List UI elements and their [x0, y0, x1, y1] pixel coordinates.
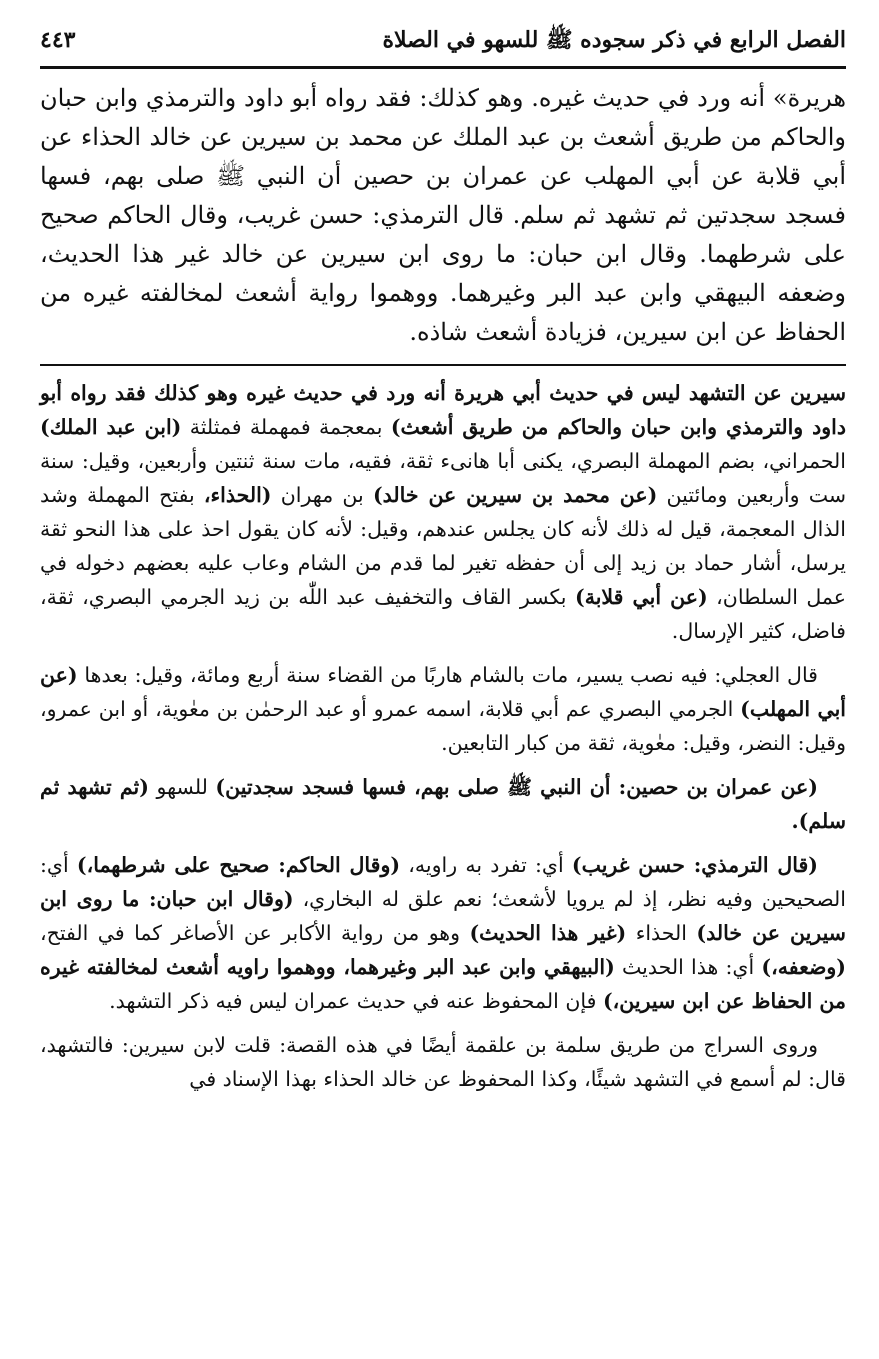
commentary-separator: [40, 364, 846, 366]
book-page: [40, 26, 846, 1106]
quoted-matn-segment: (وضعفه،): [761, 955, 846, 979]
commentary-paragraph: [40, 1028, 846, 1096]
quoted-matn-segment: (ابن عبد الملك): [40, 415, 182, 439]
chapter-title: الفصل الرابع في ذكر سجوده ﷺ للسهو في الصلاة: [382, 27, 846, 53]
page-number: ٤٤٣: [40, 27, 76, 53]
page-header: [40, 26, 846, 69]
quoted-matn-segment: (ثم تشهد ثم سلم).: [40, 775, 846, 833]
quoted-matn-segment: (عن محمد بن سيرين عن خالد): [372, 483, 658, 507]
quoted-matn-segment: (وقال ابن حبان: ما روى ابن سيرين عن خالد): [40, 887, 846, 945]
commentary-segment: الجرمي البصري عم أبي قلابة، اسمه عمرو أو عبد الرحمٰن بن معٰوية، أو ابن عمرو، وقيل: النضر، وقيل: معٰوية، ثقة من كبار التابعين.: [40, 697, 846, 755]
commentary: [40, 376, 846, 1096]
quoted-matn-segment: (عن أبي قلابة): [575, 585, 708, 609]
commentary-segment: أي: تفرد به راويه،: [400, 853, 572, 877]
commentary-segment: الحذاء: [626, 921, 697, 945]
commentary-segment: فإن المحفوظ عنه في حديث عمران ليس فيه ذكر التشهد.: [109, 989, 603, 1013]
commentary-paragraph: [40, 770, 846, 838]
quoted-matn-segment: (الحذاء،: [203, 483, 272, 507]
quoted-matn-segment: (غير هذا الحديث): [469, 921, 627, 945]
commentary-segment: للسهو: [148, 775, 216, 799]
commentary-paragraph: [40, 376, 846, 648]
commentary-segment: الحمراني، بضم المهملة البصري، يكنى أبا هانىء ثقة، فقيه، مات سنة ثنتين وأربعين، وقيل: سنة ست وأربعين ومائتين: [40, 449, 847, 507]
quoted-matn-segment: (وقال الحاكم: صحيح على شرطهما،): [76, 853, 401, 877]
commentary-segment: أي: الصحيحين وفيه نظر، إذ لم يرويا لأشعث؛ نعم علق له البخاري،: [40, 853, 846, 911]
commentary-segment: بن مهران: [271, 483, 373, 507]
commentary-segment: وروى السراج من طريق سلمة بن علقمة أيضًا في هذه القصة: قلت لابن سيرين: فالتشهد، قال: لم أسمع في التشهد شيئًا، وكذا المحفوظ عن خالد الحذاء بهذا الإسناد في: [40, 1033, 846, 1091]
commentary-segment: قال العجلي: فيه نصب يسير، مات بالشام هاربًا من القضاء سنة أربع ومائة، وقيل: بعدها: [77, 663, 818, 687]
commentary-segment: بفتح المهملة وشد الذال المعجمة، قيل له ذلك لأنه كان يجلس عندهم، وقيل: لأنه كان يقول احذ على هذا النحو ثقة يرسل، أشار حماد بن زيد إلى أن حفظه تغير لما قدم من الشام وعاب عليه بعضهم دخوله في عمل السلطان،: [40, 483, 846, 609]
quoted-matn-segment: (عن أبي المهلب): [40, 663, 846, 721]
quoted-matn-segment: (قال الترمذي: حسن غريب): [571, 853, 819, 877]
commentary-segment: وهو من رواية الأكابر عن الأصاغر كما في الفتح،: [40, 921, 470, 945]
commentary-paragraph: [40, 848, 846, 1018]
quoted-matn-segment: سيرين عن التشهد ليس في حديث أبي هريرة أنه ورد في حديث غيره وهو كذلك فقد رواه أبو داود والترمذي وابن حبان والحاكم من طريق أشعث): [40, 381, 846, 439]
commentary-segment: بكسر القاف والتخفيف عبد اللّٰه بن زيد الجرمي البصري، ثقة، فاضل، كثير الإرسال.: [40, 585, 846, 643]
main-text: هريرة» أنه ورد في حديث غيره. وهو كذلك: فقد رواه أبو داود والترمذي وابن حبان والحاكم من طريق أشعث بن عبد الملك عن محمد بن سيرين عن خالد الحذاء عن أبي قلابة عن أبي المهلب عن عمران بن حصين أن النبي ﷺ صلى بهم، فسها فسجد سجدتين ثم تشهد ثم سلم. قال الترمذي: حسن غريب، وقال الحاكم صحيح على شرطهما. وقال ابن حبان: ما روى ابن سيرين عن خالد غير هذا الحديث، وضعفه البيهقي وابن عبد البر وغيرهما. ووهموا رواية أشعث لمخالفته غيره من الحفاظ عن ابن سيرين، فزيادة أشعث شاذه.: [40, 84, 846, 346]
quoted-matn-segment: (البيهقي وابن عبد البر وغيرهما، ووهموا راويه أشعث لمخالفته غيره من الحفاظ عن ابن سيرين،): [40, 955, 846, 1013]
quoted-matn-segment: (عن عمران بن حصين: أن النبي ﷺ صلى بهم، فسها فسجد سجدتين): [215, 775, 818, 799]
commentary-segment: بمعجمة فمهملة فمثلثة: [181, 415, 391, 439]
commentary-paragraph: [40, 658, 846, 760]
commentary-segment: أي: هذا الحديث: [614, 955, 762, 979]
